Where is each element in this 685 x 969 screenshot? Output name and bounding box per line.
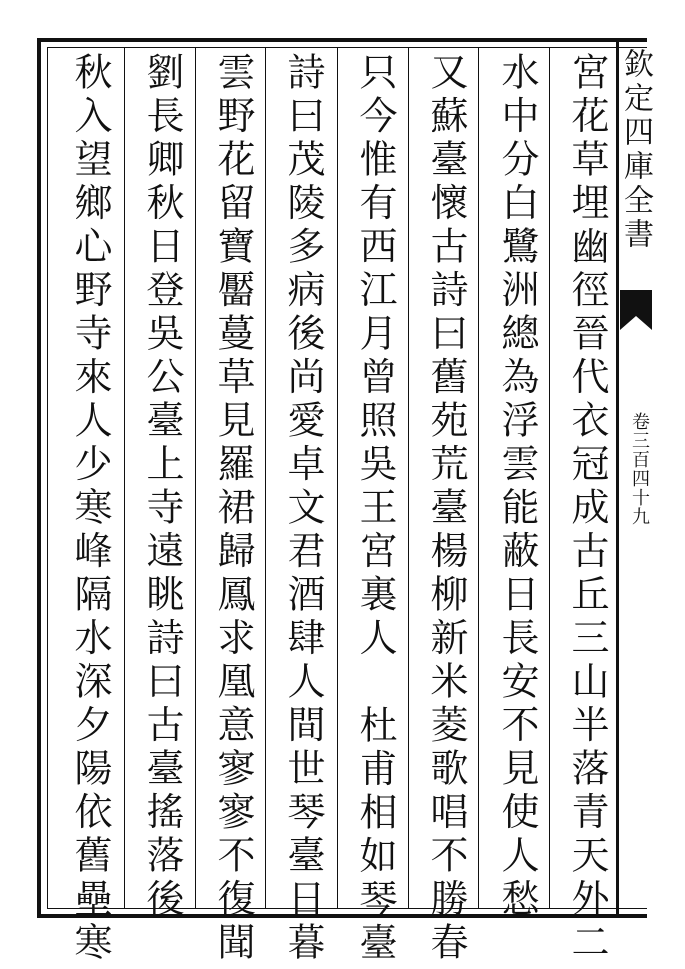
column-divider [265, 47, 266, 909]
fishtail-mark-icon [620, 290, 652, 330]
text-column-4 [344, 52, 406, 966]
column-divider [124, 47, 125, 909]
column-divider [478, 47, 479, 909]
text-column-4-main: 只今惟有西江月曾照吳王宮裏人 [353, 52, 397, 661]
text-column-1: 宮花草埋幽徑晉代衣冠成古丘三山半落青天外二 [565, 52, 609, 966]
text-column-7: 劉長卿秋日登吳公臺上寺遠眺詩曰古臺搖落後 [140, 52, 184, 922]
text-column-4-tail: 杜甫相如琴臺 [353, 705, 397, 966]
text-column-3: 又蘇臺懷古詩曰舊苑荒臺楊柳新米菱歌唱不勝春 [424, 52, 468, 966]
column-divider [408, 47, 409, 909]
text-column-5: 詩曰茂陵多病後尚愛卓文君酒肆人間世琴臺日暮 [281, 52, 325, 966]
book-title: 欽定四庫全書 [618, 48, 653, 252]
column-divider [195, 47, 196, 909]
volume-number: 卷三百四十九 [629, 412, 650, 526]
text-column-2: 水中分白鷺洲總為浮雲能蔽日長安不見使人愁 [495, 52, 539, 922]
column-divider [549, 47, 550, 909]
text-column-8: 秋入望鄉心野寺來人少寒峰隔水深夕陽依舊壘寒 [68, 52, 112, 966]
column-divider [337, 47, 338, 909]
text-column-6: 雲野花留寶靨蔓草見羅裙歸鳳求凰意寥寥不復聞 [211, 52, 255, 966]
